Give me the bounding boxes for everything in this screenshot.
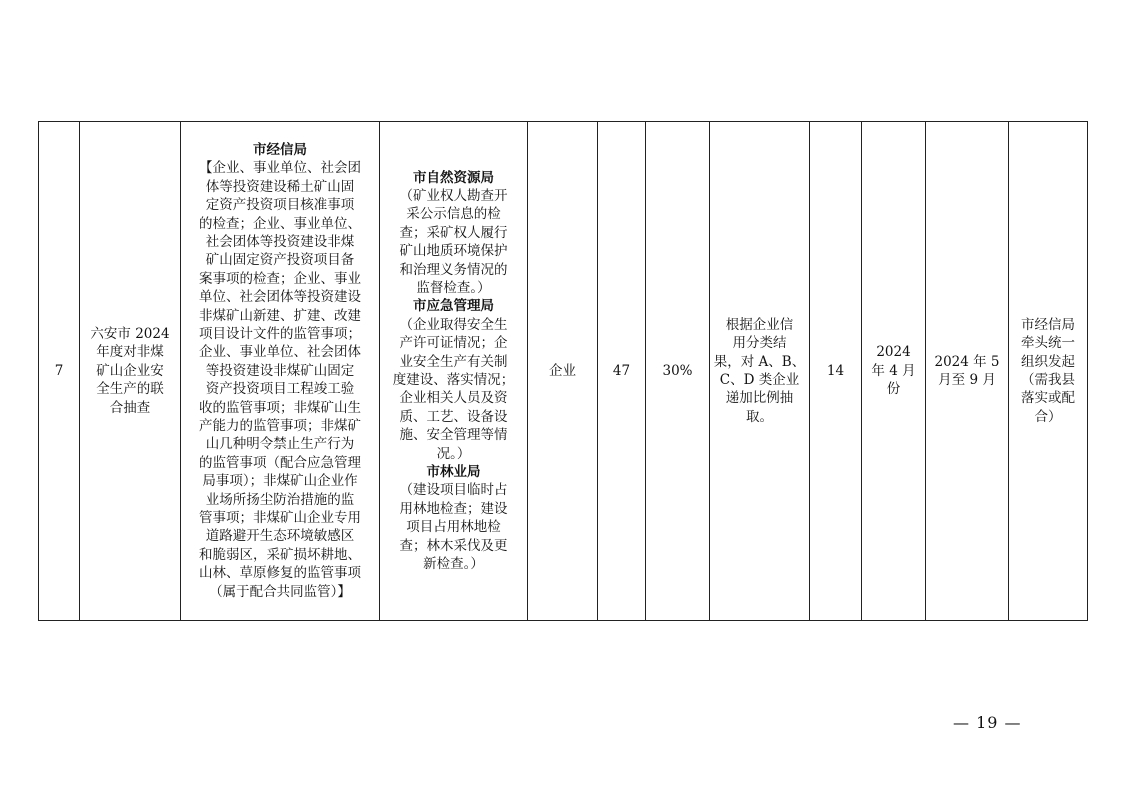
economy-dept-line: （属于配合共同监管）】: [209, 583, 351, 600]
dept-item-line: 况。）: [436, 445, 471, 462]
economy-dept-line: 【企业、事业单位、社会团: [199, 160, 361, 177]
economy-dept-title: 市经信局: [253, 141, 307, 158]
sample-number: 14: [826, 362, 845, 379]
dept-item-line: （企业取得安全生: [399, 316, 508, 333]
dept-item-line: 查；采矿权人履行: [399, 224, 508, 241]
economy-dept-line: 体等投资建设稀土矿山固: [205, 178, 355, 195]
task-name-cell: [80, 122, 181, 621]
dept-item-line: （建设项目临时占: [399, 482, 508, 499]
method-line: 根据企业信: [725, 316, 794, 333]
economy-dept-line: 业场所扬尘防治措施的监: [205, 491, 355, 508]
economy-dept-line: 局事项）；非煤矿山企业作: [202, 473, 358, 490]
economy-dept-items: [199, 159, 361, 601]
economy-dept-line: 企业、事业单位、社会团体: [199, 344, 361, 361]
dept-item-line: 施、安全管理等情: [399, 427, 508, 444]
economy-dept-line: 社会团体等投资建设非煤: [205, 233, 355, 250]
ratio-cell: [646, 122, 710, 621]
plan-time-cell: [862, 122, 926, 621]
object-count: 47: [612, 362, 631, 379]
method-line: 取。: [746, 408, 773, 425]
lead-line: （需我县: [1021, 372, 1075, 388]
economy-dept-line: 山几种明令禁止生产行为: [205, 436, 355, 453]
other-depts: [384, 169, 523, 574]
plan-time: [866, 343, 921, 398]
lead-line: 牵头统一: [1021, 335, 1075, 352]
lead-line: 市经信局: [1021, 316, 1075, 333]
economy-dept-line: 山林、草原修复的监管事项: [199, 565, 361, 582]
plan-time-line: 份: [886, 381, 901, 398]
dept-item-line: 和治理义务情况的: [399, 261, 508, 278]
dept-item-line: 新检查。）: [423, 556, 484, 573]
dept-item-line: 矿山地质环境保护: [399, 243, 508, 260]
economy-dept-line: 非煤矿山新建、扩建、改建: [199, 307, 361, 324]
task-name-line: 全生产的联: [96, 381, 164, 398]
lead-cell: [1009, 122, 1088, 621]
dept-item-line: 度建设、落实情况；: [392, 372, 515, 388]
task-name: [84, 325, 176, 417]
dept-item-line: 用林地检查；建设: [399, 500, 508, 517]
economy-dept-line: 的监管事项（配合应急管理: [199, 454, 361, 471]
lead-line: 合）: [1034, 408, 1062, 425]
page-number: — 19 —: [953, 713, 1022, 732]
period-line: 2024 年 5: [934, 353, 1000, 370]
economy-dept-line: 产能力的监管事项；非煤矿: [199, 418, 361, 435]
method-line: 递加比例抽: [725, 390, 794, 407]
method-line: 果，对 A、B、: [713, 353, 806, 370]
period-cell: [926, 122, 1009, 621]
dept-item-line: 业安全生产有关制: [399, 353, 508, 370]
lead-line: 落实或配: [1021, 390, 1075, 407]
task-name-line: 年度对非煤: [96, 344, 164, 361]
dept-item-line: 采公示信息的检: [406, 206, 501, 223]
task-name-line: 合抽查: [109, 399, 151, 416]
object-type: 企业: [549, 362, 576, 379]
count-cell: [598, 122, 646, 621]
economy-dept-line: 的检查；企业、事业单位、: [199, 215, 361, 232]
method-line: C、D 类企业: [719, 372, 800, 388]
dept-item-line: 企业相关人员及资: [399, 390, 508, 407]
economy-dept-line: 案事项的检查；企业、事业: [199, 270, 361, 287]
economy-dept-cell: [181, 122, 380, 621]
method-cell: [710, 122, 810, 621]
dept-title: 市林业局: [426, 464, 481, 481]
economy-dept-line: 项目设计文件的监管事项；: [199, 325, 361, 342]
economy-dept-line: 道路避开生态环境敏感区: [205, 528, 355, 545]
period-line: 月至 9 月: [938, 372, 996, 388]
economy-dept-line: 等投资建设非煤矿山固定: [205, 362, 355, 379]
task-name-line: 矿山企业安: [96, 362, 164, 379]
dept-item-line: 项目占用林地检: [406, 519, 501, 536]
table-row: [39, 122, 1088, 621]
dept-title: 市应急管理局: [413, 298, 494, 315]
task-name-line: 六安市 2024: [90, 325, 170, 342]
economy-dept-line: 单位、社会团体等投资建设: [199, 289, 361, 306]
economy-dept-line: 和脆弱区，采矿损坏耕地、: [199, 546, 361, 563]
economy-dept-line: 定资产投资项目核准事项: [205, 197, 355, 214]
dept-item-line: 质、工艺、设备设: [399, 408, 508, 425]
method-line: 用分类结: [732, 335, 787, 352]
inspection-table: [38, 121, 1088, 621]
dept-item-line: （矿业权人勘查开: [399, 187, 508, 204]
economy-dept-line: 资产投资项目工程竣工验: [205, 381, 355, 398]
lead-line: 组织发起: [1021, 353, 1075, 370]
row-index: 7: [54, 362, 64, 379]
economy-dept-line: 收的监管事项；非煤矿山生: [199, 399, 361, 416]
sampling-method: [714, 316, 805, 426]
dept-title: 市自然资源局: [413, 169, 494, 186]
sampling-ratio: 30%: [662, 362, 693, 379]
other-depts-cell: [380, 122, 528, 621]
dept-item-line: 监督检查。）: [416, 279, 491, 296]
object-type-cell: [528, 122, 598, 621]
col-14-cell: [810, 122, 862, 621]
implementation-period: [930, 353, 1004, 390]
lead-department: [1013, 316, 1083, 426]
plan-time-line: 年 4 月: [871, 362, 916, 379]
economy-dept-line: 矿山固定资产投资项目备: [205, 252, 355, 269]
row-index-cell: [39, 122, 80, 621]
plan-time-line: 2024: [876, 344, 911, 361]
dept-item-line: 查；林木采伐及更: [399, 537, 508, 554]
dept-item-line: 产许可证情况；企: [399, 335, 508, 352]
economy-dept-line: 管事项；非煤矿山企业专用: [199, 510, 361, 527]
